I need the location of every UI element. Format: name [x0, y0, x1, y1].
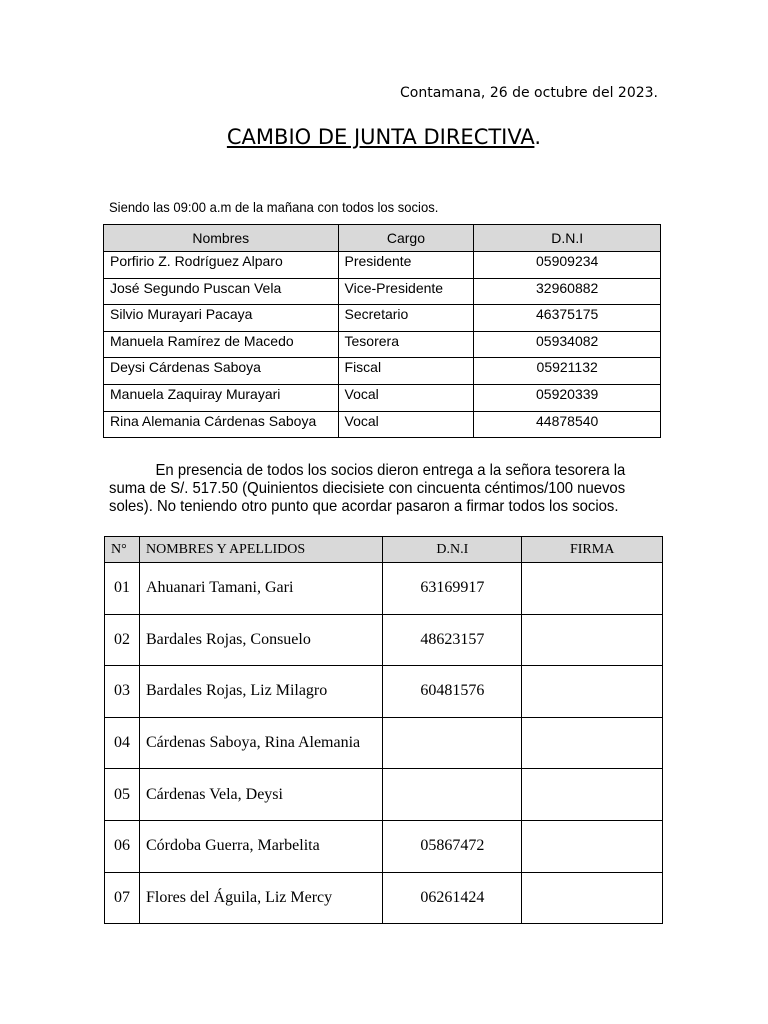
cargo-cell: Vice-Presidente — [338, 278, 474, 305]
table-row — [105, 820, 663, 872]
nombre-cell: Flores del Águila, Liz Mercy — [139, 872, 383, 924]
table-row — [104, 358, 661, 385]
firmas-table — [104, 536, 663, 924]
table-row — [104, 384, 661, 411]
dni-cell: 60481576 — [383, 666, 522, 718]
column-header: NOMBRES Y APELLIDOS — [139, 537, 383, 563]
nombre-cell: Cárdenas Saboya, Rina Alemania — [139, 717, 383, 769]
junta-directiva-table — [103, 224, 661, 438]
firma-cell — [522, 614, 663, 666]
firma-cell — [522, 769, 663, 821]
dni-cell: 06261424 — [383, 872, 522, 924]
column-header: D.N.I — [474, 225, 661, 252]
dni-cell: 05934082 — [474, 331, 661, 358]
numero-cell: 04 — [105, 717, 140, 769]
nombre-cell: Silvio Murayari Pacaya — [104, 305, 339, 332]
nombre-cell: Porfirio Z. Rodríguez Alparo — [104, 252, 339, 279]
table-row — [104, 252, 661, 279]
column-header: Cargo — [338, 225, 474, 252]
dni-cell: 05909234 — [474, 252, 661, 279]
body-paragraph — [109, 462, 630, 516]
numero-cell: 05 — [105, 769, 140, 821]
dni-cell: 05921132 — [474, 358, 661, 385]
nombre-cell: José Segundo Puscan Vela — [104, 278, 339, 305]
table-row — [105, 666, 663, 718]
numero-cell: 07 — [105, 872, 140, 924]
table-row — [105, 872, 663, 924]
dni-cell: 05920339 — [474, 384, 661, 411]
cargo-cell: Vocal — [338, 384, 474, 411]
table-row — [105, 769, 663, 821]
column-header: N° — [105, 537, 140, 563]
title-suffix: . — [534, 125, 542, 149]
table-row — [104, 331, 661, 358]
dni-cell: 44878540 — [474, 411, 661, 438]
nombre-cell: Rina Alemania Cárdenas Saboya — [104, 411, 339, 438]
cargo-cell: Secretario — [338, 305, 474, 332]
paragraph-text: En presencia de todos los socios dieron entrega a la señora tesorera la suma de S/. 517.50 (Quinientos diecisiete con cincuenta céntimos/100 nuevos soles). No teniendo otro punto que acordar pasaron a firmar todos los socios. — [109, 462, 626, 515]
cargo-cell: Vocal — [338, 411, 474, 438]
numero-cell: 03 — [105, 666, 140, 718]
column-header: FIRMA — [522, 537, 663, 563]
firma-cell — [522, 563, 663, 615]
intro-text: Siendo las 09:00 a.m de la mañana con todos los socios. — [109, 199, 439, 215]
firma-cell — [522, 872, 663, 924]
firma-cell — [522, 820, 663, 872]
table-row — [104, 411, 661, 438]
title-text: CAMBIO DE JUNTA DIRECTIVA — [226, 125, 535, 149]
cargo-cell: Tesorera — [338, 331, 474, 358]
column-header: Nombres — [104, 225, 339, 252]
table-row — [104, 305, 661, 332]
nombre-cell: Deysi Cárdenas Saboya — [104, 358, 339, 385]
dni-cell — [383, 717, 522, 769]
numero-cell: 06 — [105, 820, 140, 872]
dni-cell: 05867472 — [383, 820, 522, 872]
nombre-cell: Manuela Ramírez de Macedo — [104, 331, 339, 358]
numero-cell: 02 — [105, 614, 140, 666]
nombre-cell: Cárdenas Vela, Deysi — [139, 769, 383, 821]
dni-cell: 32960882 — [474, 278, 661, 305]
dni-cell: 63169917 — [383, 563, 522, 615]
firma-cell — [522, 666, 663, 718]
nombre-cell: Bardales Rojas, Consuelo — [139, 614, 383, 666]
column-header: D.N.I — [383, 537, 522, 563]
nombre-cell: Córdoba Guerra, Marbelita — [139, 820, 383, 872]
nombre-cell: Bardales Rojas, Liz Milagro — [139, 666, 383, 718]
table-header-row — [105, 537, 663, 563]
table-row — [105, 614, 663, 666]
table-row — [105, 563, 663, 615]
nombre-cell: Ahuanari Tamani, Gari — [139, 563, 383, 615]
cargo-cell: Fiscal — [338, 358, 474, 385]
firma-cell — [522, 717, 663, 769]
cargo-cell: Presidente — [338, 252, 474, 279]
date-line: Contamana, 26 de octubre del 2023. — [399, 85, 658, 101]
table-row — [104, 278, 661, 305]
dni-cell: 46375175 — [474, 305, 661, 332]
dni-cell: 48623157 — [383, 614, 522, 666]
table-row — [105, 717, 663, 769]
dni-cell — [383, 769, 522, 821]
document-title — [0, 125, 768, 149]
numero-cell: 01 — [105, 563, 140, 615]
nombre-cell: Manuela Zaquiray Murayari — [104, 384, 339, 411]
table-header-row — [104, 225, 661, 252]
